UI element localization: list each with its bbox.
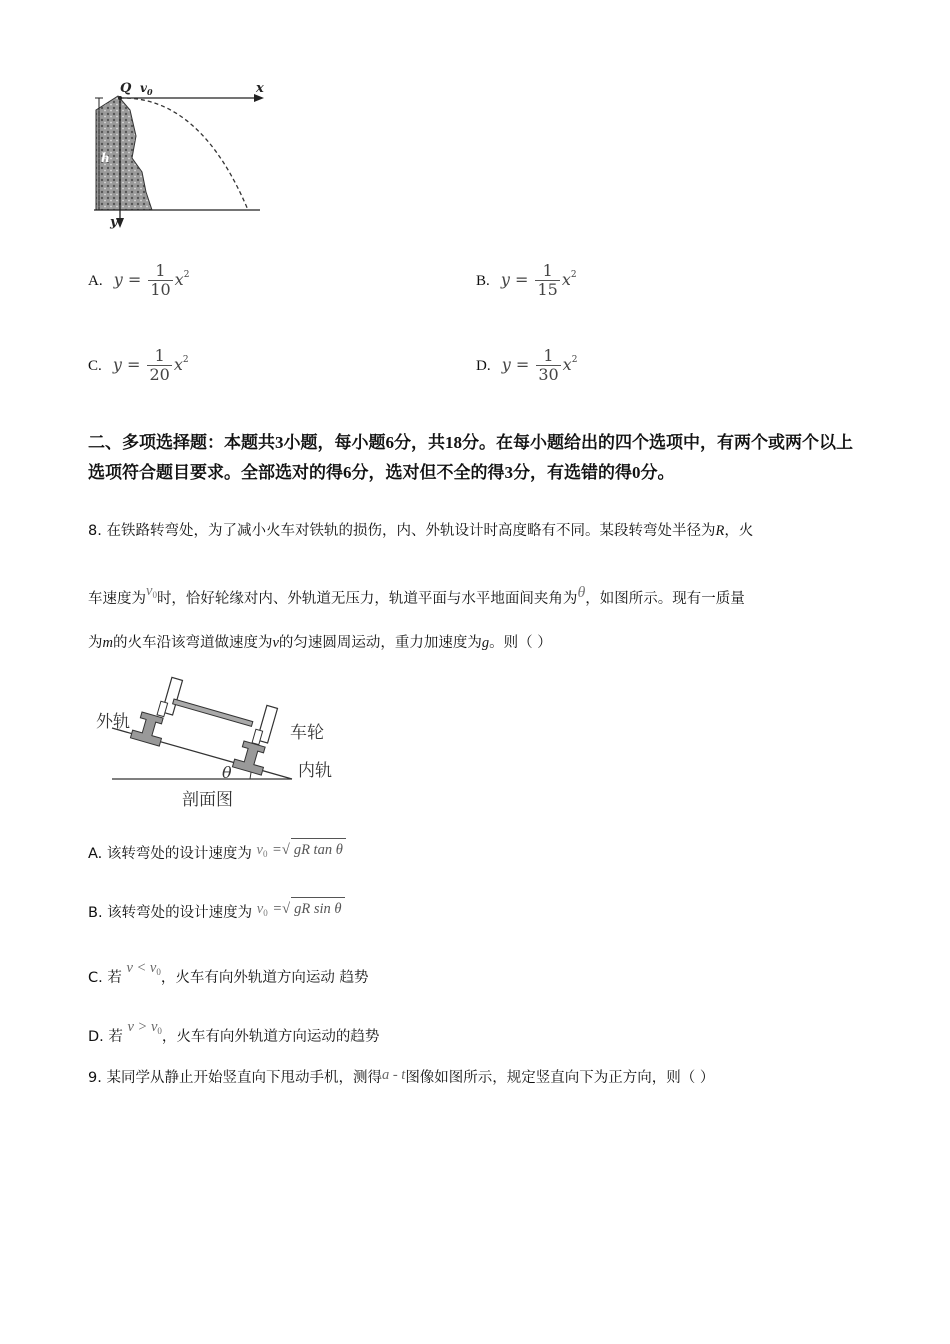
wheel-label: 车轮 <box>290 723 324 743</box>
inner-rail-label: 内轨 <box>298 761 332 781</box>
projectile-figure <box>88 76 278 232</box>
section-heading: 二、多项选择题：本题共3小题，每小题6分，共18分。在每小题给出的四个选项中，有两个或两个以上选项符合题目要求。全部选对的得6分，选对但不全的得3分，有选错的得0分。 <box>88 433 853 483</box>
v0-sub: 0 <box>146 87 153 97</box>
origin-point <box>118 96 122 100</box>
q8-stem-line2: 车速度为$v_0$时，恰好轮缘对内、外轨道无压力，轨道平面与水平地面间夹角为θ，如图所示。现有一质量 <box>88 583 745 607</box>
q7-option-b[interactable]: B. y = $\frac{1}{15}$ $x^2$ <box>476 261 577 299</box>
q8-option-b[interactable]: B. 该转弯处的设计速度为 $v_0$ =√ gR sin θ <box>88 897 345 924</box>
inner-rail <box>232 740 269 775</box>
q8-stem-line1: 8. 在铁路转弯处，为了减小火车对铁轨的损伤，内、外轨设计时高度略有不同。某段转弯处半径为R，火 <box>88 523 754 539</box>
q7-option-a[interactable]: A. y = $\frac{1}{10}$ $x^2$ <box>88 261 190 299</box>
x-label: x <box>256 81 264 96</box>
wheel-right <box>252 704 277 747</box>
figure-caption: 剖面图 <box>182 790 233 810</box>
wheel-left <box>157 676 182 719</box>
axle <box>173 699 253 726</box>
q8-option-d[interactable]: D. 若 $v > v_0$，火车有向外轨道方向运动的趋势 <box>88 1019 380 1045</box>
rail-cross-section-figure <box>92 672 352 812</box>
q8-option-c[interactable]: C. 若 $v < v_0$，火车有向外轨道方向运动 趋势 <box>88 960 369 986</box>
outer-rail-label: 外轨 <box>96 712 130 732</box>
q7-option-c[interactable]: C. y = $\frac{1}{20}$ $x^2$ <box>88 346 189 384</box>
q7-option-d[interactable]: D. y = $\frac{1}{30}$ $x^2$ <box>476 346 578 384</box>
theta-label: θ <box>222 763 232 782</box>
h-label: h <box>101 151 110 165</box>
origin-label: Q <box>120 81 132 96</box>
q8-option-a[interactable]: A. 该转弯处的设计速度为 $v_0$ =√ gR tan θ <box>88 838 346 865</box>
q8-stem-line3: 为m的火车沿该弯道做速度为v的匀速圆周运动，重力加速度为g。则（ ） <box>88 635 552 651</box>
y-label: y <box>110 215 118 230</box>
q9-stem: 9. 某同学从静止开始竖直向下甩动手机，测得a - t图像如图所示，规定竖直向下为正方向，则（ ） <box>88 1067 715 1086</box>
svg-text:v0 <box>140 81 153 97</box>
v0-label: v <box>140 81 147 95</box>
